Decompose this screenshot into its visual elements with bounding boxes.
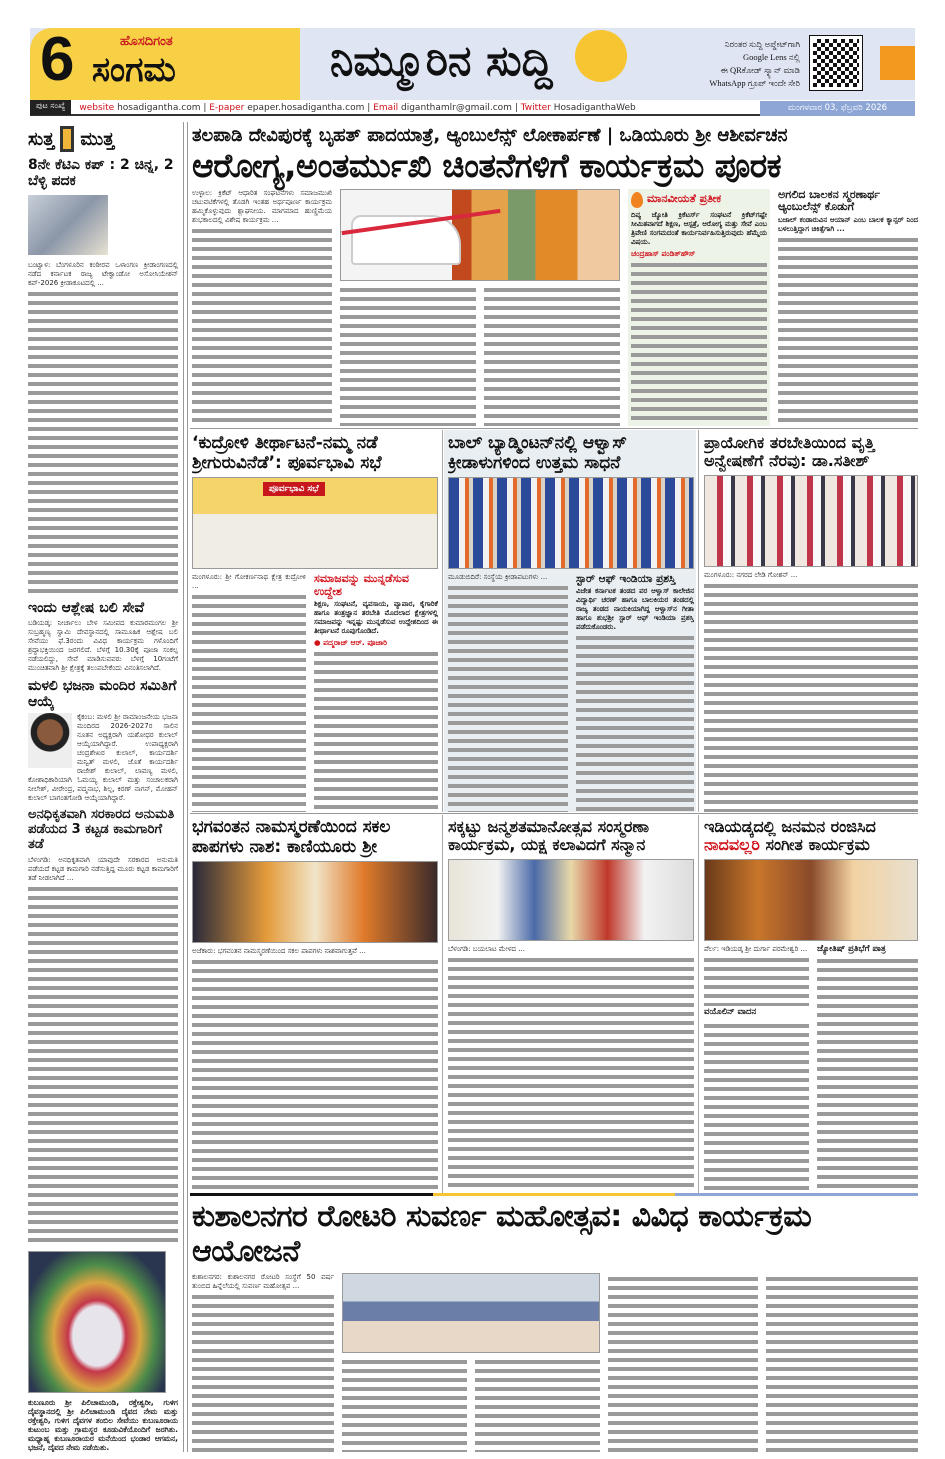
row3-col1-body <box>192 947 438 1190</box>
headline: ಅನಧಿಕೃತವಾಗಿ ಸರಕಾರದ ಅನುಮತಿ ಪಡೆಯದ 3 ಕಟ್ಟಡ ಕಾಮಗಾರಿಗೆ ತಡೆ <box>28 808 175 853</box>
row3-story-2 <box>448 818 694 1190</box>
photo-students <box>704 475 918 567</box>
byline-name: ಪದ್ಮರಾಜ್ ಆರ್. ಪೂಜಾರಿ <box>323 638 388 648</box>
qr-text: Google Lens ನಲ್ಲಿ <box>743 52 800 62</box>
lead-body-col1 <box>192 189 332 426</box>
box-title: ಜ್ಯೋತಿಷ್ ಪ್ರತಿಭೆಗೆ ಪಾತ್ರ <box>817 944 886 954</box>
row2-col2-body <box>448 573 568 812</box>
link-label: website <box>79 102 115 113</box>
headline: ಬಾಲ್ ಬ್ಯಾಡ್ಮಿಂಟನ್‌ನಲ್ಲಿ ಆಳ್ವಾಸ್ ಕ್ರೀಡಾಳುಗಳಿಂದ ಉತ್ತಮ ಸಾಧನೆ <box>448 434 627 473</box>
story-body: ಅಜೆಕಾರು: ಭಗವಂತನ ನಾಮಸ್ಮರಣೆಯಿಂದ ಸಕಲ ಪಾಪಗಳು ನಾಶವಾಗುತ್ತವೆ ... <box>192 947 366 956</box>
row3-col2-body <box>448 945 694 1190</box>
story-body: ಬಜಾಲ್ ಕಂಡಾರುವಿನ ಆಯಾನ್ ಎಂಬ ಬಾಲಕ ಕ್ಯಾನ್ಸರ್ ನಿಂದ ಬಳಲುತ್ತಿದ್ದಾಗ ಚಿಕಿತ್ಸೆಗಾಗಿ ... <box>778 215 918 233</box>
row3-col3-box <box>817 945 918 1190</box>
title-part: ಮುತ್ತ <box>80 128 115 150</box>
row3-story-1 <box>192 818 438 1190</box>
story-body: ಕುಶಾಲನಗರ: ಕುಶಾಲನಗರ ರೋಟರಿ ಸಂಸ್ಥೆಗೆ 50 ವರ್ಷ ತುಂಬಿದ ಹಿನ್ನೆಲೆಯಲ್ಲಿ ಸುವರ್ಣ ಮಹೋತ್ಸವ ... <box>192 1273 334 1290</box>
byline: ● ಪದ್ಮರಾಜ್ ಆರ್. ಪೂಜಾರಿ <box>314 638 388 648</box>
story-body: ಬೆಳಂಗಡಿ: ಬಯಲಾಟ ಮೇಳದ ... <box>448 944 525 953</box>
page-number: 6 <box>40 25 75 94</box>
photo-athletes <box>28 195 108 255</box>
bottom-headline: ಕುಶಾಲನಗರ ರೋಟರಿ ಸುವರ್ಣ ಮಹೋತ್ಸವ: ವಿವಿಧ ಕಾರ್ಯಕ್ರಮ ಆಯೋಜನೆ <box>192 1200 812 1269</box>
row3-story-3 <box>704 818 918 1190</box>
bottom-col2 <box>342 1356 467 1452</box>
section-rule <box>190 1193 918 1196</box>
box-body: ವಿಜೇತ ಕರ್ನಾಟಕ ತಂಡದ ಪರ ಆಳ್ವಾಸ್ ಕಾಲೇಜಿನ ವಿದ್ಯಾರ್ಥಿ ಚರಣ್ ಹಾಗೂ ಬಾಲಕಿಯರ ತಂಡದಲ್ಲಿ ರಾಜ್ಯ ತಂಡದ ನಾಯಕಿಯಾಗಿದ್ದ ಆಳ್ವಾಸ್‌ನ ಗೀತಾ ಹಾಗೂ ಶುಭಶ್ರೀ ಸ್ಟಾರ್ ಆಫ್ ಇಂಡಿಯಾ ಪ್ರಶಸ್ತಿ ಪಡೆದುಕೊಂಡರು. <box>576 587 694 632</box>
lead-side-story <box>778 189 918 426</box>
bottom-col1 <box>192 1273 334 1452</box>
photo-badminton-team <box>448 477 694 569</box>
story-body: ಮಂಗಳೂರು: ಶ್ರೀ ಗೋಕರ್ಣನಾಥ ಕ್ಷೇತ್ರ ಕುದ್ರೋಳಿ ... <box>192 573 306 591</box>
headline: ಅಗಲಿದ ಬಾಲಕನ ಸ್ಮರಣಾರ್ಥ ಆ್ಯಂಬುಲೆನ್ಸ್ ಕೊಡುಗೆ <box>778 188 880 214</box>
headline <box>704 818 918 855</box>
photo-portrait <box>28 713 72 768</box>
qr-code[interactable] <box>810 36 862 90</box>
humanity-box <box>628 189 770 426</box>
story-body: ಬಂಟ್ವಾಳ: ಬೆಂಗಳೂರಿನ ಕಂಠೀರವ ಒಳಾಂಗಣ ಕ್ರೀಡಾಂಗಣದಲ್ಲಿ ನಡೆದ ಕರ್ನಾಟಕ ರಾಜ್ಯ ಟೇಕ್ವಾಂಡೋ ಅಸೋಸಿಯೇಶನ್ ಕಪ್-2026 ಕ್ರೀಡಾಕೂಟದಲ್ಲಿ ... <box>28 261 178 288</box>
left-story-2 <box>28 600 178 673</box>
page-title: ನಿಮ್ಮೂರಿನ ಸುದ್ದಿ <box>330 36 553 85</box>
orange-square <box>880 46 915 80</box>
lead-kicker: ತಲಪಾಡಿ ದೇವಿಪುರಕ್ಕೆ ಬೃಹತ್ ಪಾದಯಾತ್ರೆ, ಆ್ಯಂಬುಲೆನ್ಸ್ ಲೋಕಾರ್ಪಣೆ | ಒಡಿಯೂರು ಶ್ರೀ ಆಶೀರ್ವಚನ <box>192 126 788 146</box>
photo-rotary <box>342 1273 600 1353</box>
row2-col1-body <box>192 573 306 812</box>
left-story-1 <box>28 157 178 595</box>
row2-story-3 <box>704 434 918 812</box>
samaja-box <box>314 573 438 812</box>
brand-logo: ಹೊಸದಿಗಂತ <box>120 34 173 49</box>
bottom-col4 <box>608 1273 758 1452</box>
row2-story-1 <box>192 434 438 812</box>
headline: ಸಕ್ಕಟ್ಟು ಜನ್ಮಶತಮಾನೋತ್ಸವ ಸಂಸ್ಮರಣಾ ಕಾರ್ಯಕ್ರಮ, ಯಕ್ಷ ಕಲಾವಿದಗೆ ಸನ್ಮಾನ <box>448 818 649 855</box>
qr-instructions <box>650 38 800 90</box>
star-of-india-box <box>576 573 694 812</box>
qr-text: ಈ QRಕೋಡ್ ಸ್ಕ್ಯಾನ್ ಮಾಡಿ <box>720 65 800 75</box>
box-title: ಸಮಾಜವನ್ನು ಮುನ್ನಡೆಸುವ ಉದ್ದೇಶ <box>314 573 409 598</box>
email-link[interactable]: diganthamlr@gmail.com <box>401 102 512 113</box>
photo-caption: ಕುಬಣೂರು ಶ್ರೀ ಪಿಲಿಚಾಮುಂಡಿ, ರಕ್ತೇಶ್ವರೀ, ಗುಳಿಗ ದೈವಸ್ಥಾನದಲ್ಲಿ ಶ್ರೀ ಪಿಲಿಚಾಮುಂಡಿ ದೈವದ ನೇಮ ಮತ್ತು ರಕ್ತೇಶ್ವರಿ, ಗುಳಿಗ ದೈವಗಳ ತಂಬಿಲ ಸೇವೆಯು ಕುಬಣೂರಾಯ ಕುಟುಂಬ ಮತ್ತು ಗ್ರಾಮಸ್ಥರ ಕೂಡುವಿಕೆಯೊಂದಿಗೆ ಜರಗಿತು. ಮಧ್ಯಾಹ್ನ ಕುಬಣೂರಾಯರ ಮನೆಯಿಂದ ಭಂಡಾರ ಆಗಮನ, ಭಜನೆ, ದೈವದ ನೇಮ ನಡೆಯಿತು. <box>28 1398 178 1452</box>
epaper-link[interactable]: epaper.hosadigantha.com <box>247 102 365 113</box>
box-title: ಸ್ಟಾರ್ ಆಫ್ ಇಂಡಿಯಾ ಪ್ರಶಸ್ತಿ <box>576 573 676 586</box>
photo-daiva <box>28 1251 166 1393</box>
byline: ಚಂದ್ರಹಾಸ್ ಪಂಡಿತ್‌ಹೌಸ್ <box>631 248 696 258</box>
story-body: ಪೆರ್ಲ: ಇಡಿಯಡ್ಕ ಶ್ರೀ ದುರ್ಗಾ ಪರಮೇಶ್ವರಿ ... <box>704 944 808 953</box>
link-label: Email <box>373 102 399 113</box>
story-body-wrap <box>28 713 178 803</box>
supplement-tag: ಪುಟ ಸಂಖ್ಯೆ <box>30 100 71 115</box>
sutta-mutta-title <box>28 126 178 152</box>
headline-part: ಸಂಗೀತ ಕಾರ್ಯಕ್ರಮ <box>765 835 870 855</box>
bottom-col5 <box>766 1273 918 1452</box>
title-part: ಸುತ್ತ <box>28 128 55 150</box>
twitter-link[interactable]: HosadiganthaWeb <box>553 102 636 113</box>
headline: ಪ್ರಾಯೋಗಿಕ ತರಬೇತಿಯಿಂದ ವೃತ್ತಿ ಅನ್ವೇಷಣೆಗೆ ನೆರವು: ಡಾ.ಸತೀಶ್ <box>704 434 875 471</box>
link-label: Twitter <box>520 102 551 113</box>
left-column <box>28 126 178 1452</box>
headline-part: ಇಡಿಯಡ್ಕದಲ್ಲಿ ಜನಮನ ರಂಜಿಸಿದ <box>704 818 876 836</box>
door-icon <box>60 126 74 152</box>
row3-col3-body <box>704 945 809 1190</box>
photo-music-concert <box>704 859 918 941</box>
box-body: ಶಿಕ್ಷಣ, ಸಂಘಟನೆ, ವ್ಯವಸಾಯ, ವ್ಯಾಪಾರ, ಕೈಗಾರಿಕೆ ಹಾಗೂ ತಂತ್ರಜ್ಞಾನ ತರಬೇತಿ ಮೊದಲಾದ ಕ್ಷೇತ್ರಗಳಲ್ಲಿ ಸಮಾಜವನ್ನು ಇನ್ನಷ್ಟು ಮುನ್ನಡೆಸುವ ಉದ್ದೇಶದಿಂದ ಈ ತೀರ್ಥಾಟನೆ ರೂಪುಗೊಂಡಿದೆ. <box>314 600 438 636</box>
row2-col3-body <box>704 571 918 812</box>
subheading: ವಯೊಲಿನ್ ವಾದನ <box>704 1006 757 1017</box>
links: website hosadigantha.com | E-paper epaper.hosadigantha.com | Email diganthamlr@gmail.com | Twitter HosadiganthaWeb <box>79 102 636 113</box>
story-body: ಮೂಡುಬಿದಿರೆ: ಸಂಸ್ಥೆಯ ಕ್ರೀಡಾಪಟುಗಳು ... <box>448 573 548 582</box>
link-label: E-paper <box>209 102 245 113</box>
headline: 8ನೇ ಕೆಟಿಎ ಕಪ್ : 2 ಚಿನ್ನ, 2 ಬೆಳ್ಳಿ ಪದಕ <box>28 157 174 190</box>
qr-text: WhatsApp ಗ್ರೂಪ್ ಇಂದೇ ಸೇರಿ <box>709 78 800 88</box>
row2-story-2 <box>448 434 694 812</box>
box-body: ದಿವ್ಯ ಜ್ಯೋತಿ ಕ್ರಿಕೆಟರ್ಸ್ ಸಂಘಟನೆ ಕ್ರಿಕೆಟ್‌ಗಷ್ಟೇ ಸೀಮಿತವಾಗದೆ ಶಿಕ್ಷಣ, ಆಸ್ಪತ್ರೆ, ಆರೋಗ್ಯ ಮತ್ತು ಸೇವೆ ಎಂಬ ತ್ರಿವೇಣಿ ಸಂಗಮದಂತೆ ಕಾರ್ಯನಿರ್ವಹಿಸುತ್ತಿರುವುದು ಹೆಮ್ಮೆಯ ವಿಷಯ. <box>631 210 767 246</box>
left-story-3 <box>28 678 178 803</box>
masthead <box>30 25 915 100</box>
bottom-story <box>192 1200 918 1452</box>
qr-text: ನಿರಂತರ ಸುದ್ದಿ ಅಪ್ಡೇಟ್‌ಗಾಗಿ <box>724 39 800 49</box>
left-story-4 <box>28 808 178 1246</box>
date: ಮಂಗಳವಾರ 03, ಫೆಬ್ರವರಿ 2026 <box>760 101 915 116</box>
story-body: ಬೆಳಂಗಡಿ: ಅನಧಿಕೃತವಾಗಿ ಯಾವುದೇ ಸರಕಾರದ ಅನುಮತಿ ಪಡೆಯದೆ ಕಟ್ಟಡ ಕಾಮಗಾರಿ ನಡೆಸುತ್ತಿದ್ದ ಮೂರು ಕಟ್ಟಡ ಕಾಮಗಾರಿಗೆ ತಡೆ ನೀಡಲಾಗಿದೆ ... <box>28 855 178 882</box>
lead-body-col3 <box>484 284 620 426</box>
column-divider <box>183 122 188 1452</box>
headline-highlight: ನಾದವಲ್ಲರಿ <box>704 835 760 855</box>
bottom-col3 <box>475 1356 600 1452</box>
photo-swamiji <box>192 861 438 943</box>
headline: ಇಂದು ಆಶ್ಲೇಷ ಬಲಿ ಸೇವೆ <box>28 599 145 616</box>
photo-meeting <box>192 477 438 569</box>
lead-body-col2 <box>340 284 476 426</box>
story-body: ಉಳ್ಳಾಲ: ಕ್ರಿಕೆಟ್ ಆಧಾರಿತ ಸಂಘಟನೆಗಳು ಸಮಾಜಮುಖಿ ಚಟುವಟಿಕೆಗಳಲ್ಲಿ ತೊಡಗಿ ಇಂತಹ ಅರ್ಥಪೂರ್ಣ ಕಾರ್ಯಕ್ರಮ ಹಮ್ಮಿಕೊಳ್ಳುವುದು ಶ್ಲಾಘನೀಯ. ಮಾಗಮಾದ ಹುಣ್ಣಿಮೆಯ ಶುಭಕಾಲದಲ್ಲಿ ವಿಶೇಷ ಕಾರ್ಯಕ್ರಮ ... <box>192 188 332 224</box>
story-body: ಕೈಕಂಬ: ಮಳಲಿ ಶ್ರೀ ರಾಮಾಂಜನೇಯ ಭಜನಾ ಮಂದಿರದ 2026-2027ರ ಸಾಲಿನ ನೂತನ ಅಧ್ಯಕ್ಷರಾಗಿ ಯಶೋಧರ ಕುಲಾಲ್ ಆಯ್ಕೆಯಾಗಿದ್ದಾರೆ. ಉಪಾಧ್ಯಕ್ಷರಾಗಿ ಚಂದ್ರಶೇಖರ ಕುಲಾಲ್, ಕಾರ್ಯದರ್ಶಿ ಮನ್ವಿತ್ ಮಳಲಿ, ಜೊತೆ ಕಾರ್ಯದರ್ಶಿ ರಾಜೇಶ್ ಕುಲಾಲ್, ಲಾವಣ್ಯ ಮಳಲಿ, ಕೋಶಾಧಿಕಾರಿಯಾಗಿ ಓಮಯ್ಯ ಕುಲಾಲ್ ಮತ್ತು ಸಂಚಾಲಕರಾಗಿ ನೀಲೇಶ್, ವೀರೇಂದ್ರ, ಪದ್ಮನಾಭ, ಶಿಲ್ಪ, ಕಿರಣ್ ನಾಗನ್, ಮೋಹನ್ ಕುಲಾಲ್ ಬಾಗಂತಗೋಡಿ ಆಯ್ಕೆಯಾಗಿದ್ದಾರೆ. <box>28 713 178 803</box>
website-link[interactable]: hosadigantha.com <box>117 102 201 113</box>
headline: ಮಳಲಿ ಭಜನಾ ಮಂದಿರ ಸಮಿತಿಗೆ ಆಯ್ಕೆ <box>28 677 177 711</box>
headline: ‘ಕುದ್ರೋಳಿ ತೀರ್ಥಾಟನೆ-ನಮ್ಮ ನಡೆ ಶ್ರೀಗುರುವಿನೆಡೆ’: ಪೂರ್ವಭಾವಿ ಸಭೆ <box>192 434 382 473</box>
title-sun <box>575 30 627 82</box>
section-name: ಸಂಗಮ <box>92 50 176 90</box>
photo-ambulance <box>340 189 620 281</box>
banner: ಪೂರ್ವಭಾವಿ ಸಭೆ <box>263 482 325 496</box>
lead-story <box>192 126 918 426</box>
story-body: ಮಂಗಳೂರು: ನಗರದ ಲೇಡಿ ಗೋಶನ್ ... <box>704 570 798 579</box>
headline: ಭಗವಂತನ ನಾಮಸ್ಮರಣೆಯಿಂದ ಸಕಲ ಪಾಪಗಳು ನಾಶ: ಕಾಣಿಯೂರು ಶ್ರೀ <box>192 818 391 857</box>
story-body: ಬಡಿಯಡ್ಕ: ನೀರ್ಚಾಲು ಬೇಳ ಸಮೀಪದ ಕುಮಾರಮಂಗಲ ಶ್ರೀ ಸುಬ್ರಹ್ಮಣ್ಯ ಸ್ವಾಮಿ ದೇವಸ್ಥಾನದಲ್ಲಿ ಸಾಮೂಹಿಕ ಆಶ್ಲೇಷ ಬಲಿ ಸೇವೆಯು ಫೆ.3ರಂದು ವಿವಿಧ ಕಾರ್ಯಕ್ರಮ ಗಳೊಂದಿಗೆ ಶ್ರದ್ಧಾಭಕ್ತಿಯಿಂದ ಜರಗಲಿದೆ. ಬೆಳಗ್ಗೆ 10.30ಕ್ಕೆ ಪೂಜಾ ಸಂಕಲ್ಪ ನಡೆಯಲಿದ್ದು, ಸೇವೆ ಮಾಡಿಸುವವರು ಬೆಳಗ್ಗೆ 10ಗಂಟೆಗೆ ಮುಂಚಿತವಾಗಿ ಶ್ರೀ ಕ್ಷೇತ್ರಕ್ಕೆ ತಲುಪಬೇಕೆಂದು ವಿನಂತಿಸಲಾಗಿದೆ. <box>28 618 178 672</box>
photo-felicitation <box>448 859 694 941</box>
flame-icon <box>631 192 643 208</box>
lead-headline: ಆರೋಗ್ಯ,ಅಂತರ್ಮುಖಿ ಚಿಂತನೆಗಳಿಗೆ ಕಾರ್ಯಕ್ರಮ ಪೂರಕ <box>192 145 782 185</box>
info-bar <box>30 101 915 116</box>
box-title: ಮಾನವೀಯತೆ ಪ್ರತೀಕ <box>647 192 722 206</box>
